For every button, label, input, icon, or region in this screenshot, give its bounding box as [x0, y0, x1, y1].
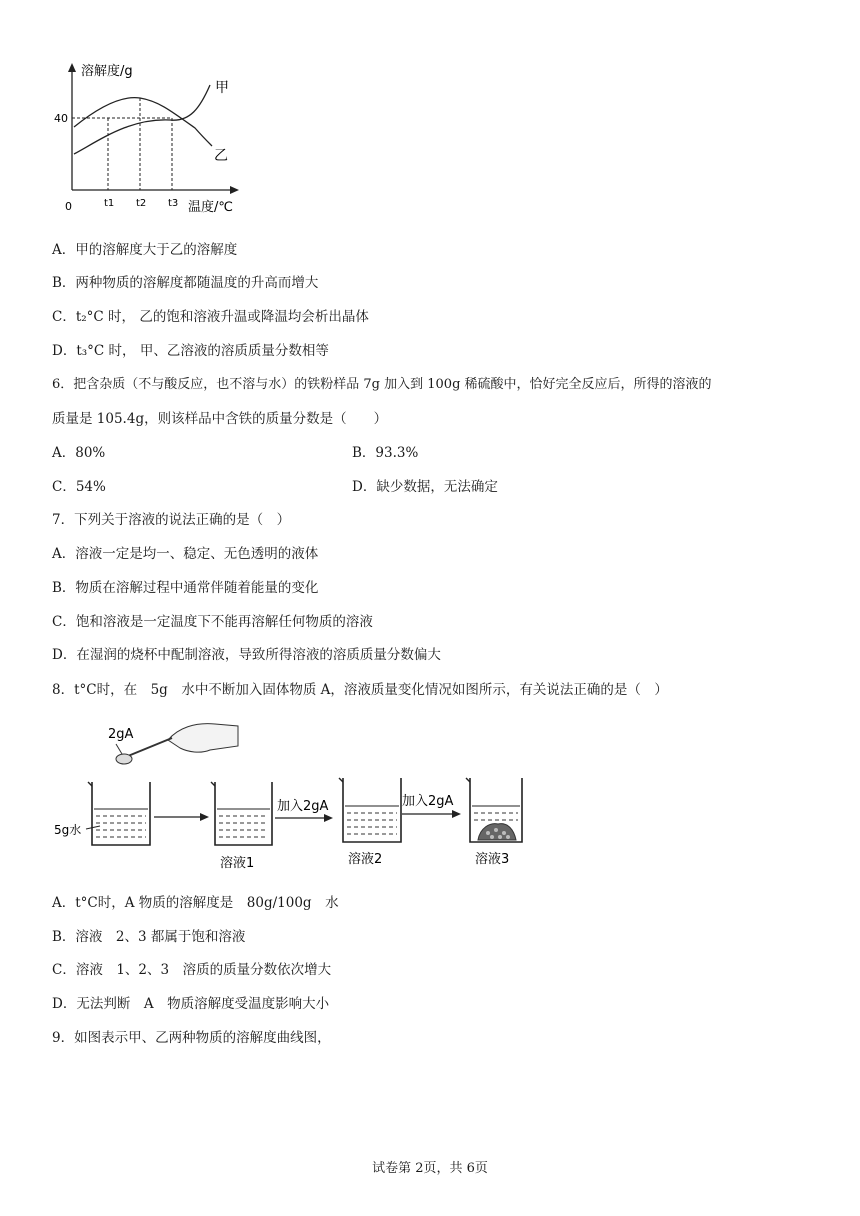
- x-axis-arrow: [230, 186, 239, 194]
- beaker-solution-1: [211, 782, 272, 845]
- curve-label-jia: 甲: [215, 80, 229, 96]
- q6-option-a: A．80%: [52, 445, 106, 461]
- beaker-solution-3: [466, 778, 522, 842]
- curve-label-yi: 乙: [214, 148, 228, 164]
- x-axis-label: 温度/℃: [188, 200, 233, 215]
- q6-stem-line1: 6．把含杂质（不与酸反应，也不溶与水）的铁粉样品 7g 加入到 100g 稀硫酸中，恰好完全反应后，所得的溶液的: [52, 377, 712, 392]
- q7-option-c: C．饱和溶液是一定温度下不能再溶解任何物质的溶液: [52, 614, 373, 630]
- spoon-bowl: [116, 754, 132, 764]
- q8-beaker-figure: [50, 712, 540, 877]
- spoon-label-arrow: [116, 744, 122, 754]
- q6-stem-line2: 质量是 105.4g，则该样品中含铁的质量分数是（ ）: [52, 411, 388, 427]
- spoon-label: 2gA: [108, 727, 134, 742]
- water-label-line: [86, 826, 100, 829]
- y-axis-arrow: [68, 63, 76, 72]
- origin-label: 0: [65, 200, 72, 213]
- q6-option-b: B．93.3%: [352, 445, 419, 461]
- q6-option-c: C．54%: [52, 479, 106, 495]
- q5-option-c: C．t₂°C 时， 乙的饱和溶液升温或降温均会析出晶体: [52, 309, 369, 325]
- undissolved-solid: [478, 824, 516, 840]
- beaker-water: [88, 782, 150, 845]
- x-tick-t2: t2: [136, 198, 147, 209]
- hand-illustration: [168, 724, 238, 753]
- q7-stem: 7．下列关于溶液的说法正确的是（ ）: [52, 512, 291, 528]
- q5-option-d: D．t₃°C 时， 甲、乙溶液的溶质质量分数相等: [52, 343, 329, 359]
- q7-option-a: A．溶液一定是均一、稳定、无色透明的液体: [52, 546, 319, 562]
- x-tick-t3: t3: [168, 198, 179, 209]
- q7-option-b: B．物质在溶解过程中通常伴随着能量的变化: [52, 580, 319, 596]
- q8-option-a: A．t°C时，A 物质的溶解度是 80g/100g 水: [52, 895, 339, 911]
- q8-stem: 8．t°C时，在 5g 水中不断加入固体物质 A，溶液质量变化情况如图所示，有关说法正确的是（ ）: [52, 682, 668, 698]
- y-tick-40: 40: [54, 112, 68, 125]
- solution-1-label: 溶液1: [220, 856, 255, 871]
- spoon-handle: [128, 738, 172, 756]
- q5-option-a: A．甲的溶解度大于乙的溶解度: [52, 242, 238, 258]
- curve-jia: [74, 85, 210, 154]
- q8-option-c: C．溶液 1、2、3 溶质的质量分数依次增大: [52, 962, 332, 978]
- x-tick-t1: t1: [104, 198, 115, 209]
- q8-option-b: B．溶液 2、3 都属于饱和溶液: [52, 929, 246, 945]
- arrow-3-head: [452, 810, 461, 818]
- q7-option-d: D．在湿润的烧杯中配制溶液，导致所得溶液的溶质质量分数偏大: [52, 647, 441, 663]
- arrow-1-head: [200, 813, 209, 821]
- water-label: 5g水: [54, 823, 82, 837]
- q5-option-b: B．两种物质的溶解度都随温度的升高而增大: [52, 275, 319, 291]
- arrow-2-head: [324, 814, 333, 822]
- solution-2-label: 溶液2: [348, 852, 383, 867]
- q6-option-d: D．缺少数据，无法确定: [352, 479, 498, 495]
- q8-option-d: D．无法判断 A 物质溶解度受温度影响大小: [52, 996, 330, 1012]
- q9-stem: 9．如图表示甲、乙两种物质的溶解度曲线图，: [52, 1030, 331, 1046]
- add-label-1: 加入2gA: [277, 799, 329, 814]
- y-axis-label: 溶解度/g: [81, 64, 133, 79]
- add-label-2: 加入2gA: [402, 794, 454, 809]
- page-footer: 试卷第 2页，共 6页: [372, 1161, 488, 1176]
- solubility-graph: [50, 60, 250, 220]
- beaker-solution-2: [339, 778, 401, 842]
- solution-3-label: 溶液3: [475, 852, 510, 867]
